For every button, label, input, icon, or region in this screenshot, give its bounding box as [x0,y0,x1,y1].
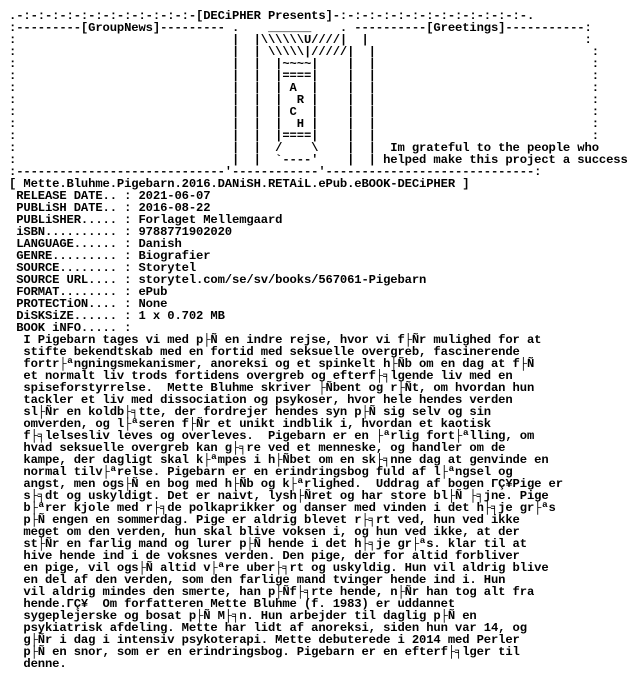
nfo-line: omverden, og l├ªseren f├Ñr et unikt indblik i, hvordan et kaotisk [9,417,491,431]
nfo-line: : | | |====| | | : [9,69,599,83]
nfo-line: RELEASE DATE.. : 2021-06-07 [9,189,211,203]
nfo-line: : | | | C | | | : [9,105,599,119]
nfo-line: hvad seksuelle overgreb kan g├╕re ved et menneske, og handler om de [9,441,506,455]
nfo-line: iSBN.......... : 9788771902020 [9,225,233,239]
nfo-line: hende.ΓÇ¥ Om forfatteren Mette Bluhme (f. 1983) er uddannet [9,597,456,611]
nfo-line: : | |\\\\\\U////| | : [9,33,592,47]
nfo-line: psykiatrisk afdeling. Mette har lidt af anoreksi, siden hun var 14, og [9,621,527,635]
nfo-line: : | | \\\\\|/////| | : [9,45,599,59]
nfo-line: SOURCE........ : Storytel [9,261,197,275]
nfo-line: en pige, vil ogs├Ñ altid v├ªre uber├╕rt og uskyldig. Hun vil aldrig blive [9,561,549,575]
nfo-line: spiseforstyrrelse. Mette Bluhme skriver ├Ñbent og r├Ñt, om hvordan hun [9,381,535,395]
nfo-line: : | | |~~~~| | | : [9,57,599,71]
nfo-line: sl├Ñr en koldb├╕tte, der fordrejer hendes syn p├Ñ sig selv og sin [9,405,491,419]
nfo-line: p├Ñ en snor, som er en erindringsbog. Pigebarn er en efterf├╕lger til [9,645,520,659]
nfo-line: LANGUAGE...... : Danish [9,237,182,251]
nfo-line: st├Ñr en farlig mand og lurer p├Ñ hende i det h├╕je gr├ªs. klar til at [9,537,527,551]
nfo-line: PROTECTiON.... : None [9,297,168,311]
nfo-line: s├╕dt og uskyldigt. Det er naivt, lysh├Ñret og har store bl├Ñ ├╕jne. Pige [9,489,549,503]
nfo-line: denne. [9,657,67,671]
nfo-line: GENRE......... : Biografier [9,249,211,263]
nfo-line: stifte bekendtskab med en fortid med seksuelle overgreb, fascinerende [9,345,520,359]
nfo-line: en del af den verden, som den farlige mand tvinger hende ind i. Hun [9,573,506,587]
nfo-line: [ Mette.Bluhme.Pigebarn.2016.DANiSH.RETAiL.ePub.eBOOK-DECiPHER ] [9,177,470,191]
nfo-line: FORMAT........ : ePub [9,285,168,299]
nfo-line: angst, men ogs├Ñ en bog med h├Ñb og k├ªrlighed. Uddrag af bogen ΓÇ¥Pige er [9,477,563,491]
nfo-line: meget om den verden, hun skal blive voksen i, og hun ved ikke, at der [9,525,520,539]
nfo-line: PUBLiSH DATE.. : 2016-08-22 [9,201,211,215]
nfo-line: hive hende ind i de voksnes verden. Den pige, der for altid forbliver [9,549,520,563]
nfo-line: : | | | H | | | : [9,117,599,131]
nfo-line: I Pigebarn tages vi med p├Ñ en indre rejse, hvor vi f├Ñr mulighed for at [9,333,542,347]
nfo-line: tackler et liv med dissociation og psykoser, hvor hele hendes verden [9,393,513,407]
nfo-line: b├ªrer kjole med r├╕de polkaprikker og danser med vinden i det h├╕je gr├ªs [9,501,556,515]
nfo-line: et normalt liv trods fortidens overgreb og efterf├╕lgende liv med en [9,369,513,383]
nfo-line: BOOK iNFO..... : [9,321,132,335]
nfo-line: p├Ñ engen en sommerdag. Pige er aldrig blevet r├╕rt ved, hun ved ikke [9,513,520,527]
nfo-line: normal tilv├ªrelse. Pigebarn er en erindringsbog fuld af l├ªngsel og [9,465,513,479]
nfo-line: f├╕lelsesliv leves og overleves. Pigebarn er en ├ªrlig fort├ªlling, om [9,429,535,443]
nfo-line: SOURCE URL.... : storytel.com/se/sv/books/567061-Pigebarn [9,273,427,287]
nfo-line: DiSKSiZE...... : 1 x 0.702 MB [9,309,225,323]
nfo-line: kampe, der dagligt skal k├ªmpes i h├Ñbet om en sk├╕nne dag at genvinde en [9,453,549,467]
nfo-line: : | | / \ | | Im grateful to the people who [9,141,599,155]
nfo-line: :-----------------------------'------------'-----------------------------: [9,165,542,179]
nfo-line: :---------[GroupNews]--------- . ______ . ----------[Greetings]-----------: [9,21,592,35]
nfo-line: : | | | R | | | : [9,93,599,107]
nfo-line: g├Ñr i dag i intensiv psykoterapi. Mette debuterede i 2014 med Perler [9,633,520,647]
nfo-line: : | | `----' | | helped make this project a success [9,153,628,167]
nfo-line: : | | |====| | | : [9,129,599,143]
nfo-line: PUBLiSHER..... : Forlaget Mellemgaard [9,213,283,227]
nfo-line: : | | | A | | | : [9,81,599,95]
nfo-line: vil aldrig mindes den smerte, han p├Ñf├╕rte hende, n├Ñr han tog alt fra [9,585,535,599]
nfo-line: sygeplejerske og bosat p├Ñ M├╕n. Hun arbejder til daglig p├Ñ en [9,609,477,623]
nfo-line: fortr├ªngningsmekanismer, anoreksi og et spinkelt h├Ñb om en dag at f├Ñ [9,357,535,371]
nfo-line: .-:-:-:-:-:-:-:-:-:-:-:-:-[DECiPHER Presents]-:-:-:-:-:-:-:-:-:-:-:-:-:-. [9,9,535,23]
